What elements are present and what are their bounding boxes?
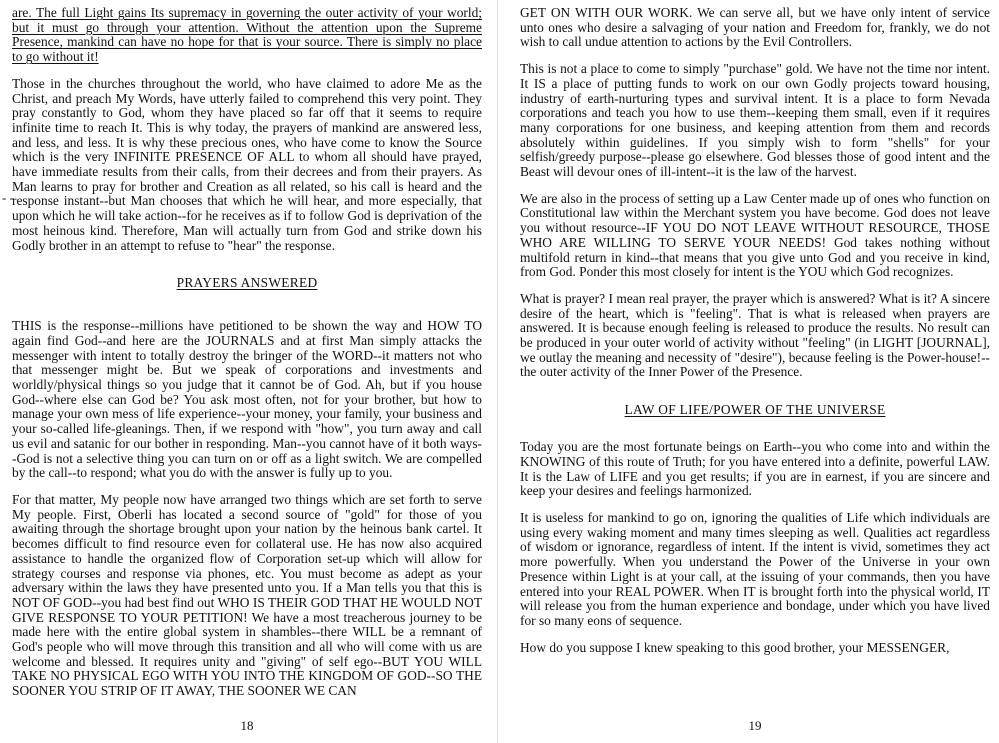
- right-paragraph-4: What is prayer? I mean real prayer, the prayer which is answered? What is it? A sincere desire of the heart, which is "feeling". That is what is released when prayers are answered. It is because enough feeling is released to produce the results. No result can be produced in your outer world of activity without "feeling" (in LIGHT [JOURNAL], we outlay the meaning and necessity of "desire"), because feeling is the Power-house!--the outer activity of the Inner Power of the Presence.: [520, 290, 990, 380]
- right-paragraph-2: This is not a place to come to simply "purchase" gold. We have not the time nor intent. It IS a place of putting funds to work on our own Godly projects toward housing, industry of earth-nurturing types and survival intent. It is a place to form Nevada corporations and teach you how to use them--keeping them small, even if it requires many corporations for one business, and keeping attention from them and records absolutely within guidelines. If you simply wish to form "shells" for your selfish/greedy purpose--please go elsewhere. God blesses those of good intent and the Beast will devour ones of ill-intent--it is the law of the harvest.: [520, 61, 990, 180]
- left-page: [2, 5, 482, 734]
- left-paragraph-3: THIS is the response--millions have petitioned to be shown the way and HOW TO again find God--and here are the JOURNALS and at first Man simply attacks the messenger with intent to totally destroy the bringer of the WORD--it matters not who that messenger might be. But we speak of corporations and investments and worldly/physical things so you judge that it cannot be of God. Ah, but if you house God--where else can God be? You ask most often, not for your brother, but how to manage your own mess of life experience--your money, your family, your business and your so-called life-gleanings. Then, if we respond with "how", you turn away and call us evil and satanic for our bother in responding. Man--you cannot have of it both ways--God is not a selective thing you can turn on or off as a light switch. We are compelled by the call--to respond; what you do with the answer is fully up to you.: [12, 318, 482, 481]
- right-page-number: 19: [748, 718, 762, 733]
- right-section-heading: LAW OF LIFE/POWER OF THE UNIVERSE: [624, 402, 886, 418]
- right-paragraph-1: GET ON WITH OUR WORK. We can serve all, but we have only intent of service unto ones who desire a salvaging of your nation and Freedom for, frankly, we do not wish to call undue attention to actions by the Evil Controllers.: [520, 5, 990, 50]
- left-paragraph-2: Those in the churches throughout the world, who have claimed to adore Me as the Christ, and preach My Words, have utterly failed to comprehend this very point. They pray constantly to God, whom they have placed so far off that it seems to require infinite time to reach It. This is why today, the prayers of mankind are answered less, and less, and less. It is why these precious ones, who have come to know the Source which is the very INFINITE PRESENCE OF ALL to whom all should have prayed, have immediate results from their calls, from their decrees and from their prayers. As Man learns to pray for brother and Creation as all related, so his call is heard and the response instant--but Man chooses that which he will hear, and more especially, that upon which he will take action--for he receives as if to follow God is deprivation of the most heinous kind. Therefore, Man will actually turn from God and strike down his Godly brother in an attempt to refuse to "hear" the response.: [12, 75, 482, 253]
- gutter-divider: [497, 0, 498, 743]
- margin-mark: - -: [2, 190, 14, 205]
- left-paragraph-1: are. The full Light gains Its supremacy in governing the outer activity of your world; but it must go through your attention. Without the attention upon the Supreme Presence, mankind can have no hope for that is your source. There is simply no place to go without it!: [12, 5, 482, 65]
- left-page-number: 18: [240, 718, 254, 733]
- right-paragraph-5: Today you are the most fortunate beings on Earth--you who come into and within the KNOWING of this route of Truth; for you have entered into a definite, powerful LAW. It is the Law of LIFE and you get results; if you are in earnest, if you are sincere and keep your desires and feelings harmonized.: [520, 439, 990, 499]
- right-paragraph-7: How do you suppose I knew speaking to this good brother, your MESSENGER,: [520, 639, 950, 655]
- right-page: [520, 6, 990, 734]
- right-paragraph-6: It is useless for mankind to go on, ignoring the qualities of Life which individuals are using every waking moment and many times sleeping as well. Qualities act regardless of wisdom or ignorance, regardless of intent. If the intent is vivid, sometimes they act more powerfully. When you understand the Power of the Universe in your own Presence within Light is at your call, at the issuing of your commands, then you have entered into your REAL POWER. When IT is brought forth into the physical world, IT will release you from the human experience and bondage, under which you have lived for so many eons of sequence.: [520, 509, 990, 628]
- left-paragraph-4: For that matter, My people now have arranged two things which are set forth to serve My people. First, Oberli has located a second source of "gold" for those of you awaiting through the shortage brought upon your nation by the heinous bank cartel. It becomes difficult to find resource even for collateral use. He has now also acquired assistance to handle the organized flow of Corporation set-up which will allow for strategy courses and response via phones, etc. You must become as adept as your adversary within the laws they have presented unto you. If a Man tells you that this is NOT OF GOD--you had best find out WHO IS THEIR GOD THAT HE WOULD NOT GIVE RESPONSE TO YOUR PETITION! We have a most treacherous journey to be made here with the entire global system in shambles--there WILL be a remnant of God's people who will move through this transition and all who will come with us are welcome and blessed. It requires unity and "giving" of self ego--BUT YOU WILL TAKE NO PHYSICAL EGO WITH YOU INTO THE KINGDOM OF GOD--SO THE SOONER YOU STRIP OF IT AWAY, THE SOONER WE CAN: [12, 491, 482, 699]
- right-paragraph-3: We are also in the process of setting up a Law Center made up of ones who function on Constitutional law within the Merchant system you have become. God does not leave you without resource--IF YOU DO NOT LEAVE WITHOUT RESOURCE, THOSE WHO ARE WILLING TO SERVE YOUR NEEDS! God takes nothing without multifold return in kind--that means that you give unto God and you receive in kind, from God. Ponder this most closely for intent is the YOU which God recognizes.: [520, 190, 990, 280]
- left-section-heading: PRAYERS ANSWERED: [176, 275, 318, 291]
